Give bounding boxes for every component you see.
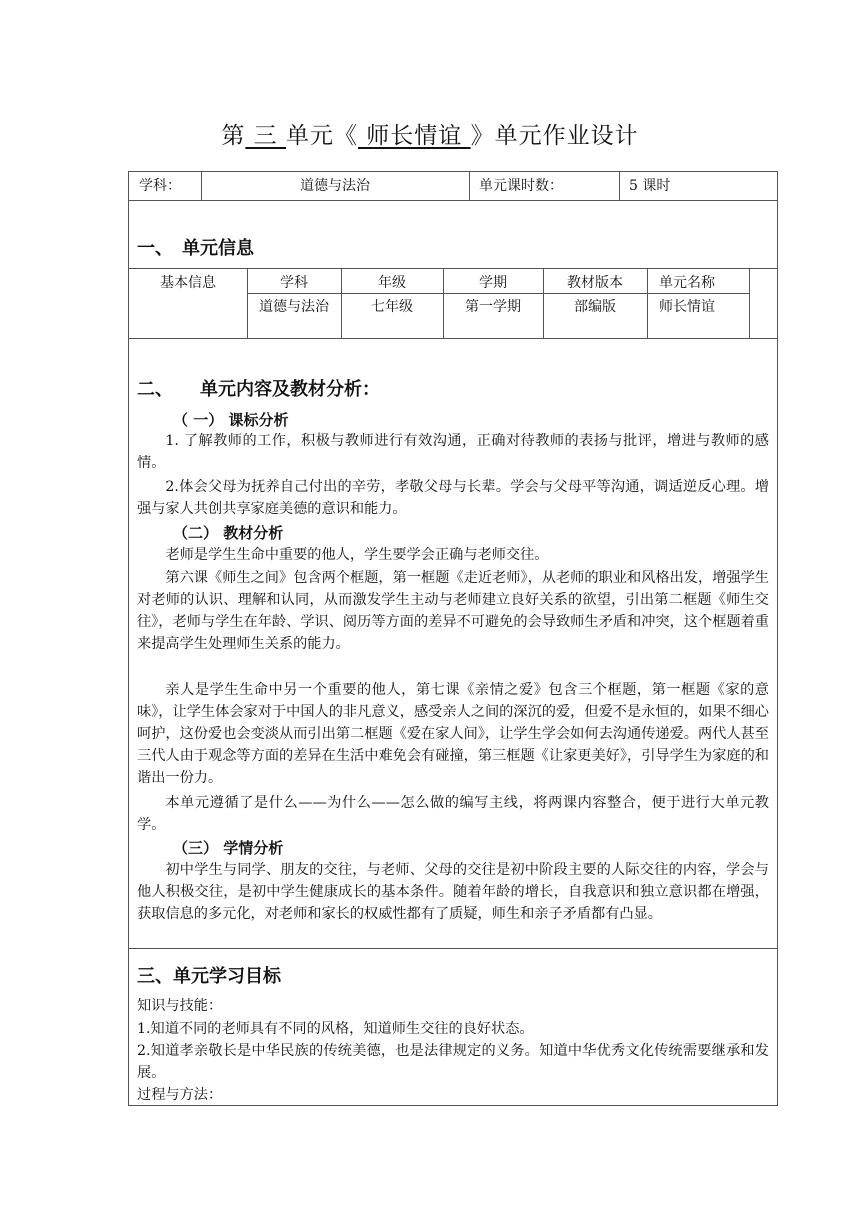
- divider: [469, 172, 470, 200]
- paragraph: 老师是学生生命中重要的他人，学生要学会正确与老师交往。: [165, 547, 549, 563]
- sub-heading-textbook: （二） 教材分析: [173, 524, 284, 542]
- design-table: [128, 171, 778, 1106]
- divider: [647, 268, 648, 338]
- divider: [749, 268, 750, 338]
- title-mid: 单元《: [286, 123, 358, 149]
- paragraph: 2.体会父母为抚养自己付出的辛劳，孝敬父母与长辈。学会与父母平等沟通，调适逆反心理。增强与家人共创共享家庭美德的意识和能力。: [137, 479, 769, 517]
- paragraph: 本单元遵循了是什么——为什么——怎么做的编写主线，将两课内容整合，便于进行大单元教学。: [137, 795, 769, 833]
- divider: [619, 172, 620, 200]
- col-grade: 年级: [378, 275, 406, 291]
- val-edition: 部编版: [574, 299, 616, 315]
- val-term: 第一学期: [465, 299, 521, 315]
- goal-line: 知识与技能：: [137, 998, 223, 1014]
- val-unit-name: 师长情谊: [659, 299, 715, 315]
- paragraph: 第六课《师生之间》包含两个框题，第一框题《走近老师》，从老师的职业和风格出发，增强学生对老师的认识、理解和认同，从而激发学生主动与老师建立良好关系的欲望，引出第二框题《师生交往》，老师与学生在年龄、学识、阅历等方面的差异不可避免的会导致师生矛盾和冲突，这个框题着重来提高学生处理师生关系的能力。: [137, 570, 769, 652]
- paragraph: 初中学生与同学、朋友的交往，与老师、父母的交往是初中阶段主要的人际交往的内容，学会与他人积极交往，是初中学生健康成长的基本条件。随着年龄的增长，自我意识和独立意识都在增强，获取信息的多元化，对老师和家长的权威性都有了质疑，师生和亲子矛盾都有凸显。: [137, 862, 769, 922]
- title-suffix: 》单元作业设计: [470, 123, 639, 149]
- section1-heading: 一、 单元信息: [137, 238, 254, 259]
- col-edition: 教材版本: [567, 275, 623, 291]
- goal-line: 过程与方法：: [137, 1087, 223, 1103]
- section3-heading: 三、单元学习目标: [137, 966, 281, 987]
- val-subject: 道德与法治: [259, 299, 329, 315]
- paragraph: 亲人是学生生命中另一个重要的他人，第七课《亲情之爱》包含三个框题，第一框题《家的意味》，让学生体会家对于中国人的非凡意义，感受亲人之间的深沉的爱，但爱不是永恒的，如果不细心呵护，这份爱也会变淡从而引出第二框题《爱在家人间》，让学生学会如何去沟通传递爱。两代人甚至三代人由于观念等方面的差异在生活中难免会有碰撞，第三框题《让家更美好》，引导学生为家庭的和谐出一份力。: [137, 682, 769, 786]
- col-unit-name: 单元名称: [659, 275, 715, 291]
- hours-label: 单元课时数：: [479, 178, 563, 194]
- subject-value: 道德与法治: [300, 178, 370, 194]
- goal-line: 2.知道孝亲敬长是中华民族的传统美德，也是法律规定的义务。知道中华优秀文化传统需要继承和发展。: [137, 1043, 769, 1081]
- divider: [129, 268, 777, 269]
- sub-heading-standards: （ 一） 课标分析: [173, 411, 289, 429]
- title-prefix: 第: [221, 123, 246, 149]
- hours-value: 5 课时: [629, 178, 671, 194]
- divider: [129, 338, 777, 339]
- divider: [129, 948, 777, 949]
- subject-label: 学科：: [139, 178, 181, 194]
- sub-heading-learners: （三） 学情分析: [173, 839, 284, 857]
- divider: [129, 200, 777, 201]
- val-grade: 七年级: [371, 299, 413, 315]
- col-subject: 学科: [280, 275, 308, 291]
- title-unit-name: 师长情谊: [358, 123, 471, 149]
- goal-line: 1.知道不同的老师具有不同的风格，知道师生交往的良好状态。: [137, 1021, 534, 1037]
- document-title: [0, 117, 860, 150]
- col-term: 学期: [479, 275, 507, 291]
- section2-heading: 二、 单元内容及教材分析：: [137, 379, 380, 400]
- basic-info-label: 基本信息: [160, 275, 216, 291]
- title-unit-number: 三: [245, 123, 286, 149]
- paragraph: 1. 了解教师的工作，积极与教师进行有效沟通，正确对待教师的表扬与批评，增进与教师的感情。: [137, 433, 769, 471]
